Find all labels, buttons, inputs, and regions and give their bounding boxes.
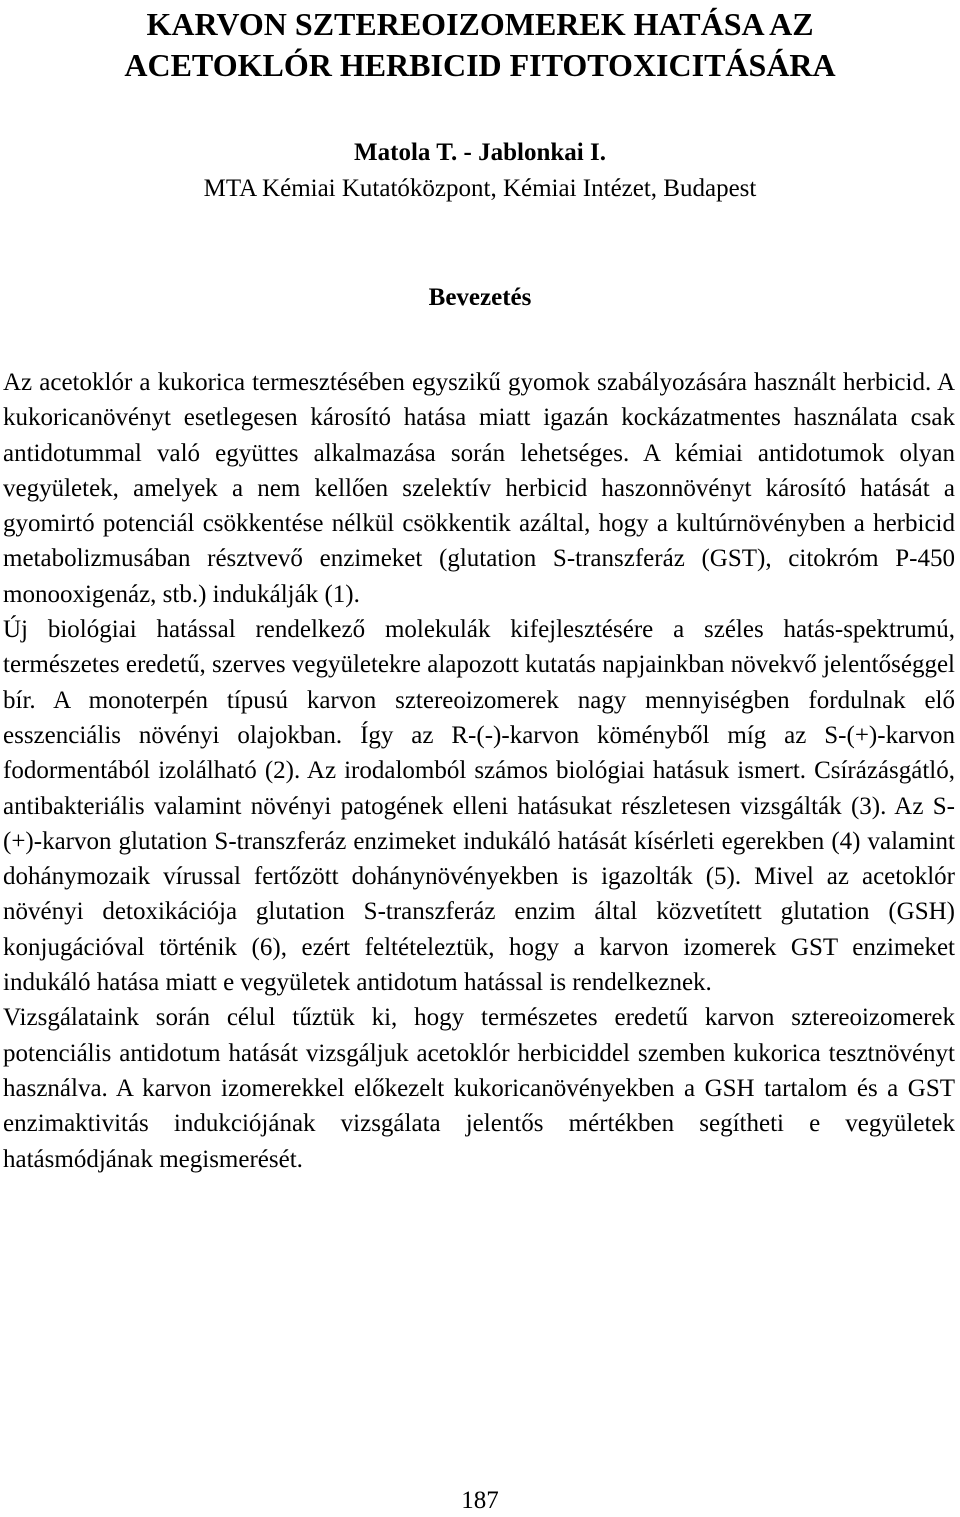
page-number: 187 bbox=[461, 1487, 499, 1514]
paper-title-line-2: ACETOKLÓR HERBICID FITOTOXICITÁSÁRA bbox=[124, 47, 836, 83]
paragraph-1: Az acetoklór a kukorica termesztésében egyszikű gyomok szabályozására használt herbicid. A kukoricanövényt esetlegesen károsító hatása miatt igazán kockázatmentes használata csak antidotummal való együttes alkalmazása során lehetséges. A kémiai antidotumok olyan vegyületek, amelyek a nem kellően szelektív herbicid haszonnövényt károsító hatását a gyomirtó potenciál csökkentése nélkül csökkentik azáltal, hogy a kultúrnövényben a herbicid metabolizmusában résztvevő enzimeket (glutation S-transzferáz (GST), citokróm P-450 monooxigenáz, stb.) indukálják (1). bbox=[3, 369, 955, 608]
authors: Matola T. - Jablonkai I. bbox=[354, 139, 606, 166]
paper-title bbox=[0, 4, 960, 86]
paragraph-2: Új biológiai hatással rendelkező molekulák kifejlesztésére a széles hatás-spektrumú, természetes eredetű, szerves vegyületekre alapozott kutatás napjainkban növekvő jelentőséggel bír. A monoterpén típusú karvon sztereoizomerek nagy mennyiségben fordulnak elő esszenciális növényi olajokban. Így az R-(-)-karvon köményből míg az S-(+)-karvon fodormentából izolálható (2). Az irodalomból számos biológiai hatásuk ismert. Csírázásgátló, antibakteriális valamint növényi patogének elleni hatásukat részletesen vizsgálták (3). Az S-(+)-karvon glutation S-transzferáz enzimeket indukáló hatását kísérleti egerekben (4) valamint dohánymozaik vírussal fertőzött dohánynövényekben is igazolták (5). Mivel az acetoklór növényi detoxikációja glutation S-transzferáz enzim által közvetített glutation (GSH) konjugációval történik (6), ezért feltételeztük, hogy a karvon izomerek GST enzimeket indukáló hatása miatt e vegyületek antidotum hatással is rendelkeznek. bbox=[3, 616, 955, 997]
body-text bbox=[3, 365, 955, 1177]
section-heading: Bevezetés bbox=[428, 284, 532, 311]
paragraph-3: Vizsgálataink során célul tűztük ki, hogy természetes eredetű karvon sztereoizomerek potenciális antidotum hatását vizsgáljuk acetoklór herbiciddel szemben kukorica tesztnövényt használva. A karvon izomerekkel előkezelt kukoricanövényekben a GSH tartalom és a GST enzimaktivitás indukciójának vizsgálata jelentős mértékben segítheti e vegyületek hatásmódjának megismerését. bbox=[3, 1004, 955, 1173]
affiliation: MTA Kémiai Kutatóközpont, Kémiai Intézet, Budapest bbox=[203, 175, 757, 202]
paper-title-line-1: KARVON SZTEREOIZOMEREK HATÁSA AZ bbox=[146, 6, 814, 42]
